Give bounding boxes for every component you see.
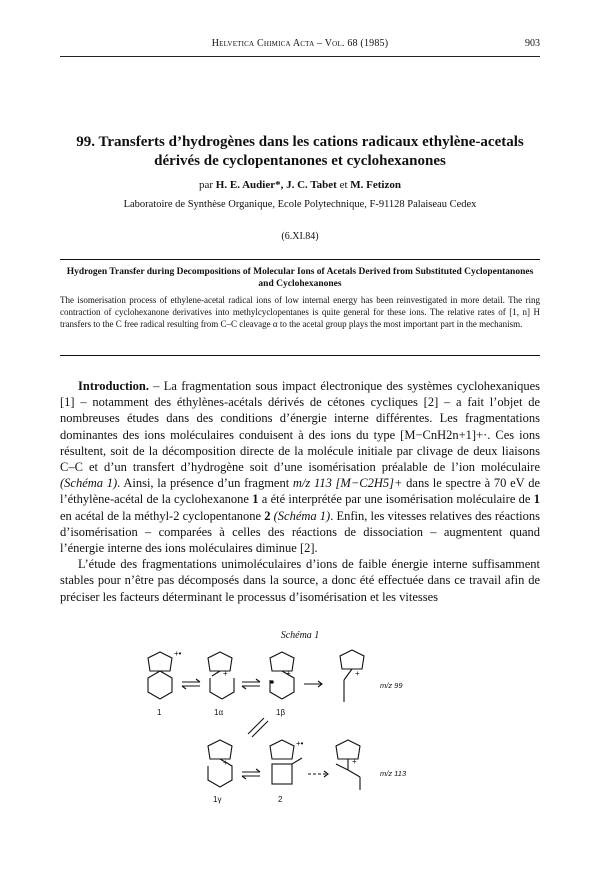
fragment-mz: m/z 113 [M−C2H5]+ (292, 476, 403, 491)
svg-text:+: + (223, 758, 228, 767)
journal-name: Helvetica Chimica Acta – Vol. 68 (1985) (211, 38, 389, 49)
label-1-alpha: 1α (214, 708, 224, 717)
equilibrium-arrow (242, 679, 260, 689)
intro-text: a été interprétée par une isomérisation moléculaire de (258, 492, 534, 507)
affiliation: Laboratoire de Synthèse Organique, Ecole Polytechnique, F-91128 Palaiseau Cedex (123, 199, 477, 210)
intro-text: . Ainsi, la présence d’un fragment (117, 476, 293, 491)
scheme-reference: (Schéma 1) (273, 508, 331, 523)
authors-line (60, 179, 540, 191)
scheme-1 (60, 630, 540, 850)
abstract-top-rule (60, 259, 540, 260)
label-mz99: m/z 99 (380, 681, 403, 690)
compound-number: 2 (264, 508, 271, 523)
scheme-title: Schéma 1 (280, 630, 320, 641)
svg-text:+•: +• (174, 649, 182, 658)
label-1-beta: 1β (276, 708, 286, 717)
molecule-1 (148, 649, 182, 699)
intro-paragraph-1 (60, 378, 540, 556)
svg-text:+: + (286, 669, 291, 678)
abstract-title: Hydrogen Transfer during Decompositions of Molecular Ions of Acetals Derived from Substituted Cyclopentanones and Cyclohexanones (66, 267, 534, 289)
scheme-reference: (Schéma 1) (60, 476, 118, 491)
dissociation-arrow (308, 771, 328, 777)
intro-text: dans le spectre à 70 eV de l’éthylène-acétal de la cyclohexanone (60, 476, 540, 507)
diagonal-equilibrium-arrow (248, 718, 268, 737)
molecule-1-beta (270, 652, 294, 699)
intro-text: – La fragmentation sous impact électronique des systèmes cyclohexaniques [1] – notamment des éthylènes-acétals dérivés de cétones cycliques [2] – a fait l’objet de nombreuses études dans des conditions d’énergie interne différentes. Les fragmentations dominantes des ions moléculaires conduisent à des ions du type (60, 379, 540, 442)
scheme-drawing (60, 630, 540, 850)
label-1: 1 (157, 708, 162, 717)
label-mz113: m/z 113 (380, 769, 407, 778)
abstract-bottom-rule (60, 355, 540, 356)
reaction-arrow (304, 681, 322, 687)
molecule-1-alpha (208, 652, 234, 699)
authors-prefix: par (199, 179, 216, 191)
compound-number: 1 (252, 492, 259, 507)
page-number: 903 (525, 38, 540, 49)
intro-heading: Introduction. (78, 379, 149, 393)
ion-formula: [M−CnH2n+1]+· (400, 427, 488, 442)
abstract-body: The isomerisation process of ethylene-acetal radical ions of low internal energy has been reinvestigated in more detail. The ring contraction of cyclohexanone derivatives into methylcyclopentanes is quite general for these ions. The relative rates of [1, n] H transfers to the C free radical resulting from C–C cleavage α to the acetal group plays the most important part in the mechanism. (60, 295, 540, 329)
fragment-mz99 (340, 650, 364, 702)
equilibrium-arrow (242, 769, 260, 779)
intro-text: . Ces ions résultent, soit de la décomposition directe de la molécule initiale par clivage de deux liaisons C–C et d’un transfert d’hydrogène soit d’une isomérisation préalable de l’ion moléculaire (60, 427, 540, 475)
equilibrium-arrow (182, 679, 200, 689)
article-title: 99. Transferts d’hydrogènes dans les cations radicaux ethylène-acetals dérivés de cyclopentanones et cyclohexanones (76, 134, 524, 169)
authors-last: M. Fetizon (350, 179, 401, 191)
molecule-2 (270, 739, 304, 784)
svg-text:+: + (352, 757, 357, 766)
compound-number: 1 (533, 492, 540, 507)
label-1-gamma: 1γ (213, 795, 222, 804)
intro-paragraph-2: L’étude des fragmentations unimoléculaires d’ions de faible énergie interne suffisamment stables pour n’être pas décomposés dans la source, a donc été effectuée dans ce travail afin de préciser les facteurs déterminant le processus d’isomérisation et les vitesses (60, 557, 540, 604)
molecule-1-gamma (208, 740, 232, 787)
intro-text: . Enfin, les vitesses relatives des réactions d’isomérisation – comparées à celles des réactions de dissociation – augmentent quand l’énergie interne des ions moléculaires diminue [2]. (60, 508, 541, 556)
authors: H. E. Audier*, J. C. Tabet (215, 179, 337, 191)
received-date: (6.XI.84) (281, 231, 319, 242)
header-rule (60, 56, 540, 57)
intro-text: en acétal de la méthyl-2 cyclopentanone (60, 508, 265, 523)
fragment-mz113 (336, 740, 360, 790)
running-header (60, 38, 540, 52)
introduction (60, 378, 540, 605)
svg-text:+: + (355, 669, 360, 678)
authors-join: et (336, 179, 351, 191)
svg-text:+: + (223, 669, 228, 678)
label-2: 2 (278, 795, 283, 804)
svg-text:+•: +• (296, 739, 304, 748)
